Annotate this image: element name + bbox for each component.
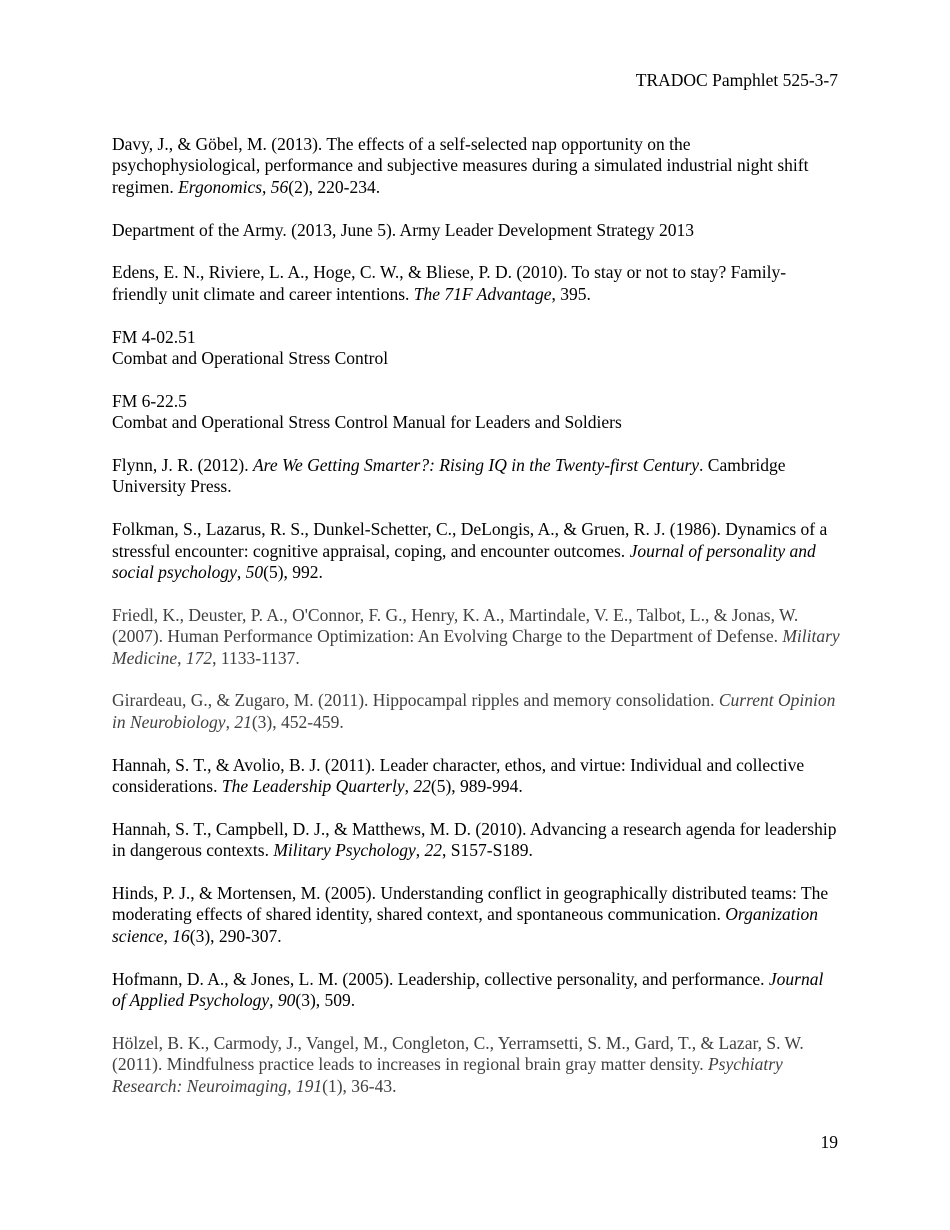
reference-text: Combat and Operational Stress Control Manual for Leaders and Soldiers	[112, 412, 622, 433]
page-number: 19	[820, 1132, 838, 1152]
reference-italic-text: 22	[413, 776, 431, 797]
reference-italic-text: 50	[245, 562, 264, 583]
reference-text: Hannah, S. T., Campbell, D. J., & Matthews, M. D. (2010). Advancing a research agenda for leadership in dangerous contexts.	[112, 818, 837, 861]
reference-text: (3), 290-307.	[189, 925, 282, 946]
reference-italic-text: Military Medicine	[112, 626, 840, 668]
reference-text: ,	[177, 647, 186, 668]
reference-text: FM 4-02.51	[112, 326, 196, 347]
reference-text: ,	[262, 176, 271, 197]
reference-text: , 1133-1137.	[212, 647, 300, 668]
reference-entry	[112, 690, 840, 733]
reference-italic-text: 172	[185, 647, 213, 668]
reference-text: Combat and Operational Stress Control	[112, 348, 389, 369]
reference-text: ,	[269, 990, 278, 1011]
reference-entry	[112, 755, 840, 798]
reference-text: (5), 992.	[263, 562, 323, 583]
reference-entry	[112, 220, 840, 241]
reference-text: Folkman, S., Lazarus, R. S., Dunkel-Schetter, C., DeLongis, A., & Gruen, R. J. (1986). Dynamics of a stressful encounter: cognitive appraisal, coping, and encounter outcomes.	[112, 519, 828, 561]
reference-entry	[112, 134, 840, 198]
reference-entry	[112, 455, 840, 498]
page-header: TRADOC Pamphlet 525-3-7	[635, 70, 838, 90]
reference-text: (2), 220-234.	[288, 176, 381, 197]
reference-text: , S157-S189.	[442, 840, 533, 861]
reference-italic-text: Current Opinion in Neurobiology	[112, 690, 836, 732]
reference-italic-text: Organization science	[112, 904, 818, 946]
reference-entry	[112, 327, 840, 370]
reference-text: (3), 452-459.	[251, 711, 344, 732]
reference-text: Hannah, S. T., & Avolio, B. J. (2011). Leader character, ethos, and virtue: Individual and collective considerations.	[112, 754, 805, 797]
reference-italic-text: 191	[295, 1075, 323, 1096]
reference-text: ,	[404, 776, 414, 797]
reference-text: , 395.	[551, 283, 591, 304]
reference-list	[112, 134, 840, 1118]
reference-italic-text: 16	[172, 925, 190, 946]
reference-text: ,	[163, 925, 173, 946]
reference-text: ,	[236, 562, 246, 583]
reference-text: ,	[415, 840, 425, 861]
reference-entry	[112, 883, 840, 947]
reference-italic-text: Are We Getting Smarter?: Rising IQ in the Twenty-first Century	[252, 455, 700, 476]
reference-text: Department of the Army. (2013, June 5). Army Leader Development Strategy 2013	[112, 219, 695, 240]
reference-text: Davy, J., & Göbel, M. (2013). The effects of a self-selected nap opportunity on the psychophysiological, performance and subjective measures during a simulated industrial night shift regimen.	[112, 134, 809, 197]
reference-text: FM 6-22.5	[112, 390, 187, 411]
reference-italic-text: Journal of Applied Psychology	[112, 968, 824, 1011]
reference-text: (5), 989-994.	[430, 776, 523, 797]
reference-italic-text: Psychiatry Research: Neuroimaging	[112, 1054, 783, 1096]
reference-text: Friedl, K., Deuster, P. A., O'Connor, F. G., Henry, K. A., Martindale, V. E., Talbot, L., & Jonas, W. (2007). Human Performance Optimization: An Evolving Charge to the Department of Defense.	[112, 604, 799, 647]
reference-entry	[112, 519, 840, 583]
reference-entry	[112, 605, 840, 669]
reference-text: Hinds, P. J., & Mortensen, M. (2005). Understanding conflict in geographically distributed teams: The moderating effects of shared identity, shared context, and spontaneous communication.	[112, 883, 829, 925]
reference-text: . Cambridge University Press.	[112, 455, 786, 497]
reference-text: ,	[287, 1075, 296, 1096]
reference-italic-text: The Leadership Quarterly	[221, 776, 405, 797]
reference-text: ,	[225, 711, 235, 732]
reference-text: (3), 509.	[295, 990, 356, 1011]
reference-text: Hofmann, D. A., & Jones, L. M. (2005). Leadership, collective personality, and performance.	[112, 968, 769, 989]
reference-italic-text: Journal of personality and social psychology	[112, 540, 816, 583]
reference-entry	[112, 819, 840, 862]
reference-text: Flynn, J. R. (2012).	[112, 455, 253, 476]
reference-italic-text: Military Psychology	[273, 840, 416, 861]
reference-italic-text: Ergonomics	[178, 176, 263, 197]
reference-italic-text: 56	[270, 176, 289, 197]
reference-italic-text: The 71F Advantage	[413, 283, 552, 304]
reference-text: Girardeau, G., & Zugaro, M. (2011). Hippocampal ripples and memory consolidation.	[112, 690, 719, 711]
reference-text: (1), 36-43.	[322, 1075, 397, 1096]
reference-entry	[112, 1033, 840, 1097]
reference-text: Edens, E. N., Riviere, L. A., Hoge, C. W., & Bliese, P. D. (2010). To stay or not to stay? Family-friendly unit climate and career intentions.	[112, 262, 787, 304]
reference-entry	[112, 391, 840, 434]
reference-italic-text: 22	[424, 840, 443, 861]
reference-italic-text: 21	[234, 711, 252, 732]
reference-italic-text: 90	[277, 990, 296, 1011]
reference-text: Hölzel, B. K., Carmody, J., Vangel, M., Congleton, C., Yerramsetti, S. M., Gard, T., & Lazar, S. W. (2011). Mindfulness practice leads to increases in regional brain gray matter density.	[112, 1032, 804, 1075]
reference-entry	[112, 262, 840, 305]
reference-entry	[112, 969, 840, 1012]
